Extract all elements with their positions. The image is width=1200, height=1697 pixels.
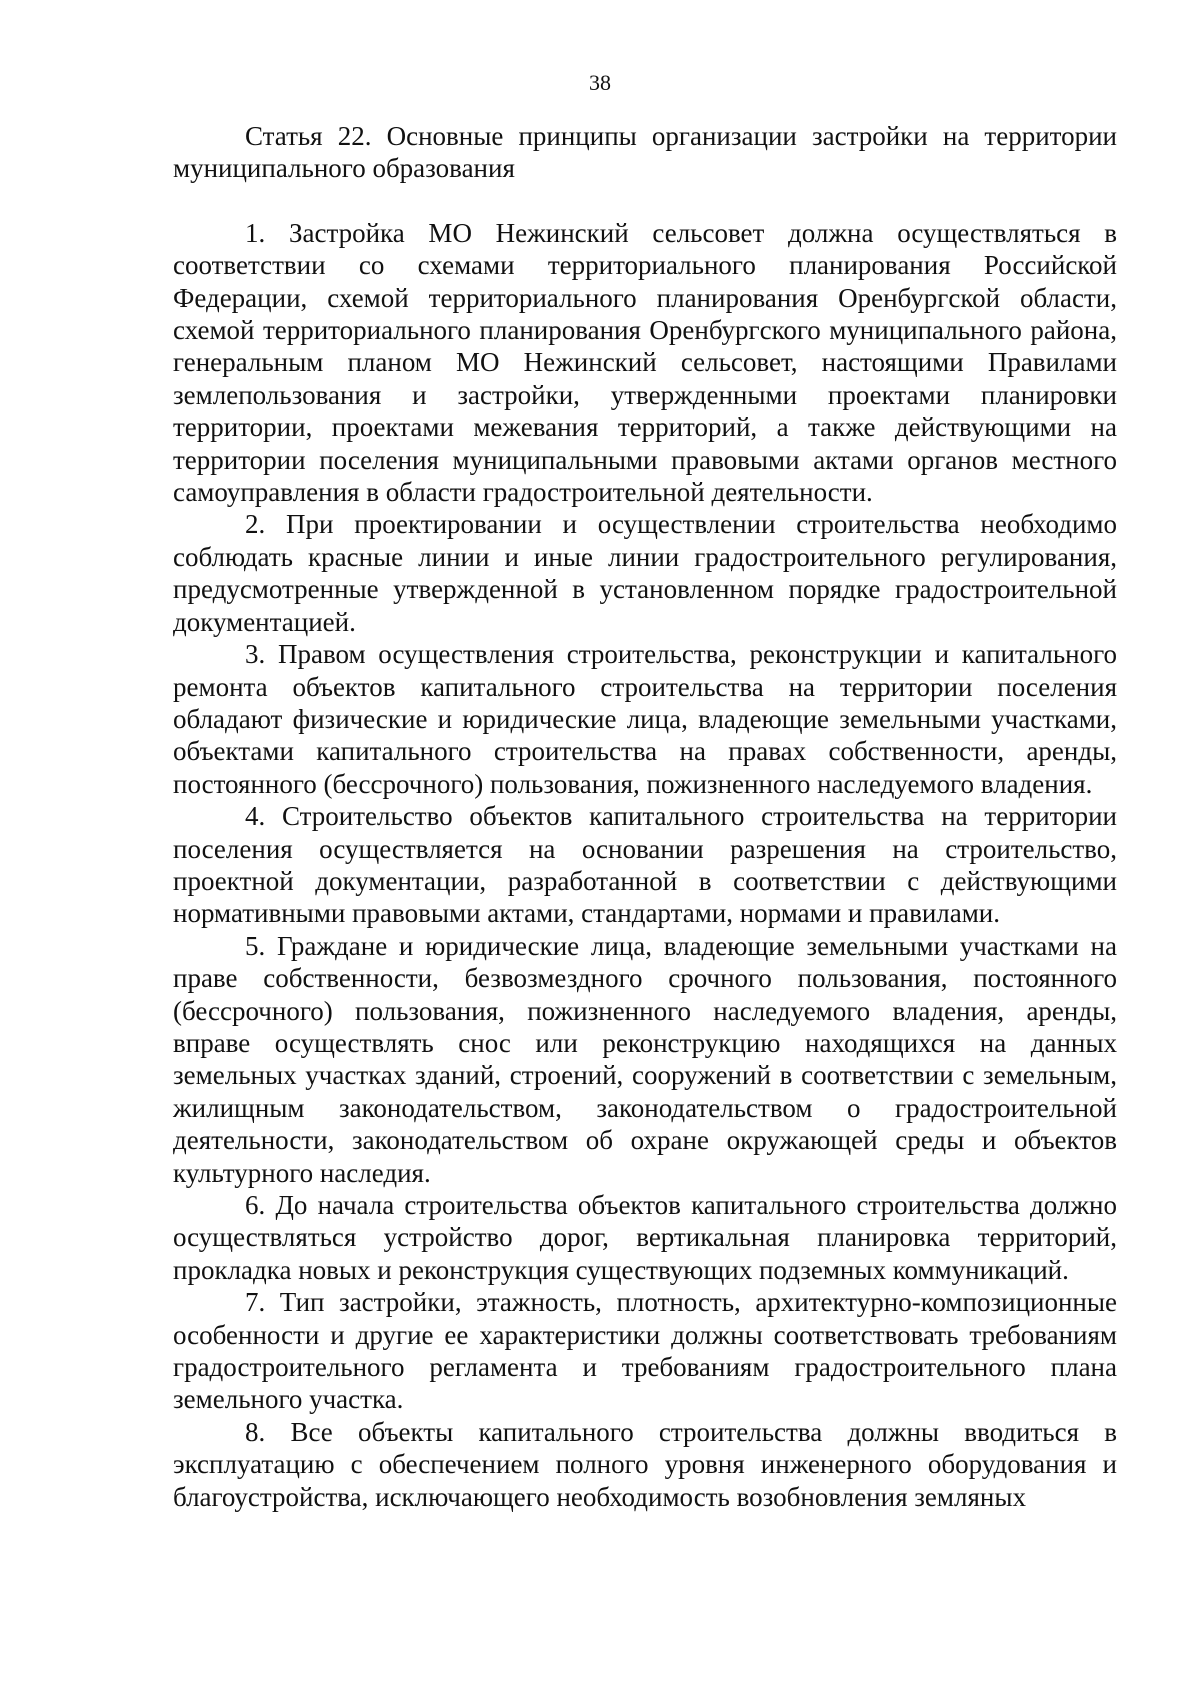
page-number: 38 bbox=[589, 70, 611, 95]
paragraph-5: 5. Граждане и юридические лица, владеющие земельными участками на праве собственности, безвозмездного срочного пользования, постоянного (бессрочного) пользования, пожизненного наследуемого владения, аренды, вправе осуществлять снос или реконструкцию находящихся на данных земельных участках зданий, строений, сооружений в соответствии с земельным, жилищным законодательством, законодательством о градостроительной деятельности, законодательством об охране окружающей среды и объектов культурного наследия. bbox=[173, 930, 1117, 1188]
document-content bbox=[173, 120, 1117, 1513]
paragraph-7: 7. Тип застройки, этажность, плотность, архитектурно-композиционные особенности и другие ее характеристики должны соответствовать требованиям градостроительного регламента и требованиям градостроительного плана земельного участка. bbox=[173, 1287, 1117, 1415]
paragraph-2: 2. При проектировании и осуществлении строительства необходимо соблюдать красные линии и иные линии градостроительного регулирования, предусмотренные утвержденной в установленном порядке градостроительной документацией. bbox=[173, 509, 1117, 637]
paragraph-3: 3. Правом осуществления строительства, реконструкции и капитального ремонта объектов капитального строительства на территории поселения обладают физические и юридические лица, владеющие земельными участками, объектами капитального строительства на правах собственности, аренды, постоянного (бессрочного) пользования, пожизненного наследуемого владения. bbox=[173, 639, 1117, 799]
paragraph-4: 4. Строительство объектов капитального строительства на территории поселения осуществляется на основании разрешения на строительство, проектной документации, разработанной в соответствии с действующими нормативными правовыми актами, стандартами, нормами и правилами. bbox=[173, 801, 1117, 929]
article-title: Статья 22. Основные принципы организации застройки на территории муниципального образования bbox=[173, 121, 1117, 184]
paragraph-1: 1. Застройка МО Нежинский сельсовет должна осуществляться в соответствии со схемами территориального планирования Российской Федерации, схемой территориального планирования Оренбургской области, схемой территориального планирования Оренбургского муниципального района, генеральным планом МО Нежинский сельсовет, настоящими Правилами землепользования и застройки, утвержденными проектами планировки территории, проектами межевания территорий, а также действующими на территории поселения муниципальными правовыми актами органов местного самоуправления в области градостроительной деятельности. bbox=[173, 217, 1117, 508]
paragraph-8: 8. Все объекты капитального строительства должны вводиться в эксплуатацию с обеспечением полного уровня инженерного оборудования и благоустройства, исключающего необходимость возобновления земляных bbox=[173, 1416, 1117, 1512]
paragraph-6: 6. До начала строительства объектов капитального строительства должно осуществляться устройство дорог, вертикальная планировка территорий, прокладка новых и реконструкция существующих подземных коммуникаций. bbox=[173, 1190, 1117, 1285]
